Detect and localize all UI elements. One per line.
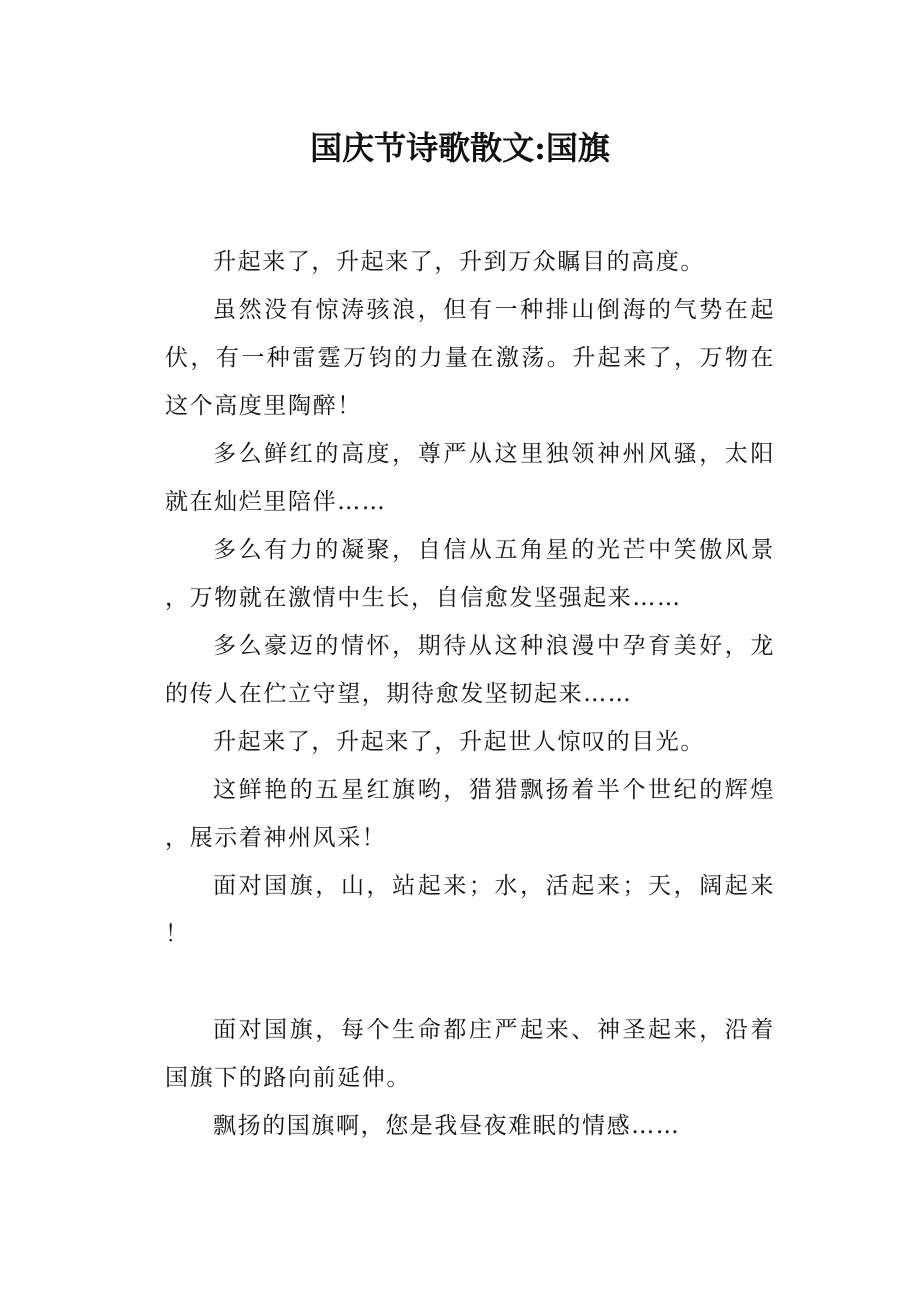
paragraph: 这鲜艳的五星红旗哟，猎猎飘扬着半个世纪的辉煌，展示着神州风采！ [165, 777, 775, 851]
paragraph: 面对国旗，山，站起来；水，活起来；天，阔起来！ [165, 873, 775, 947]
document-body [165, 238, 775, 1150]
paragraph: 多么有力的凝聚，自信从五角星的光芒中笑傲风景，万物就在激情中生长，自信愈发坚强起来…… [165, 537, 775, 611]
paragraph: 多么鲜红的高度，尊严从这里独领神州风骚，太阳就在灿烂里陪伴…… [165, 441, 775, 515]
paragraph: 升起来了，升起来了，升起世人惊叹的目光。 [213, 729, 705, 755]
paragraph: 飘扬的国旗啊，您是我昼夜难眠的情感…… [213, 1113, 681, 1139]
paragraph-spacer [165, 958, 775, 1006]
paragraph: 升起来了，升起来了，升到万众瞩目的高度。 [213, 249, 705, 275]
paragraph: 面对国旗，每个生命都庄严起来、神圣起来，沿着国旗下的路向前延伸。 [165, 1017, 775, 1091]
paragraph: 多么豪迈的情怀，期待从这种浪漫中孕育美好，龙的传人在伫立守望，期待愈发坚韧起来…… [165, 633, 775, 707]
document-title: 国庆节诗歌散文:国旗 [310, 129, 610, 167]
paragraph: 虽然没有惊涛骇浪，但有一种排山倒海的气势在起伏，有一种雷霆万钧的力量在激荡。升起来了，万物在这个高度里陶醉！ [165, 297, 775, 419]
